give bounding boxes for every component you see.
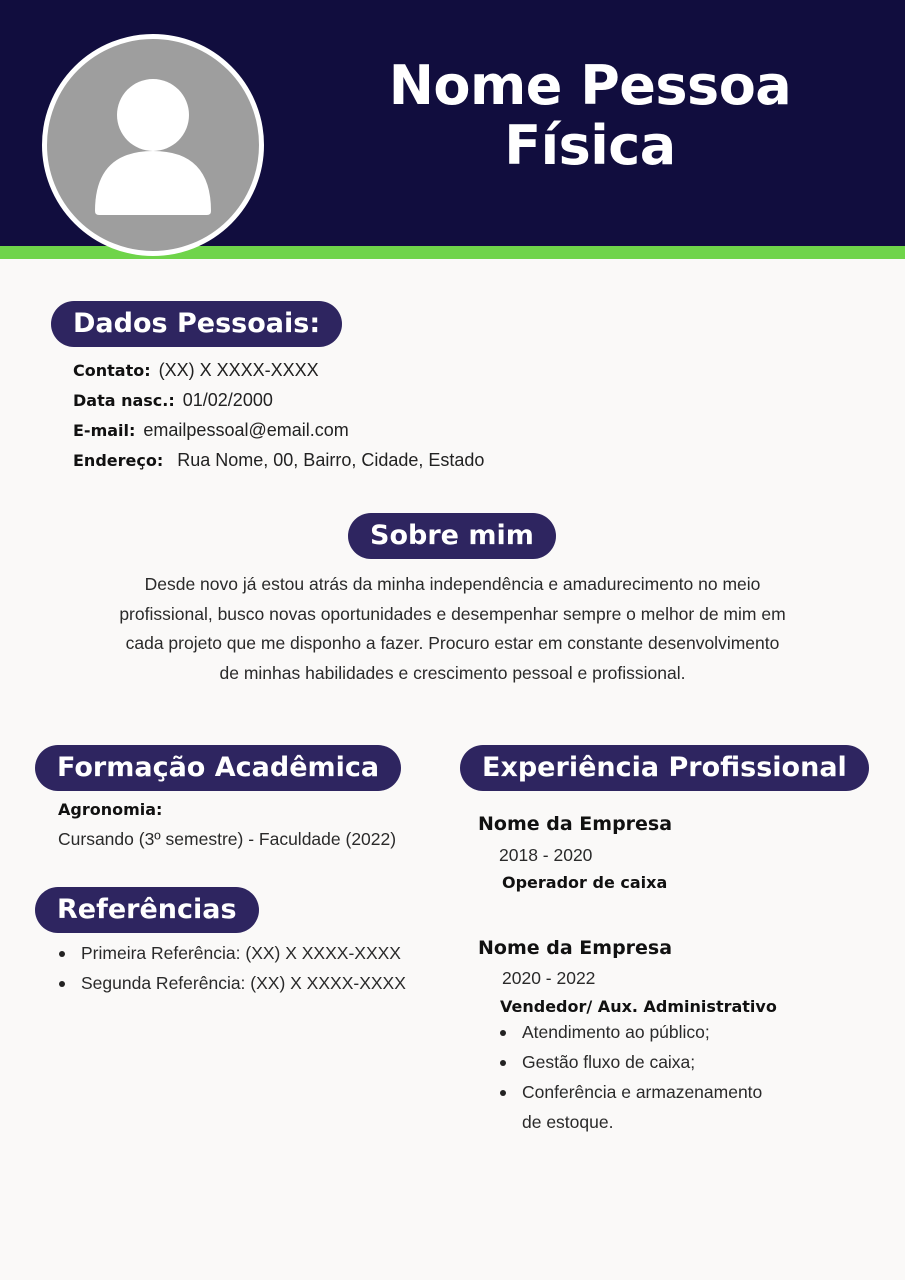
- person-silhouette-icon: [47, 39, 259, 251]
- contact-value: (XX) X XXXX-XXXX: [158, 360, 319, 380]
- section-heading-referencias: Referências: [35, 887, 259, 933]
- job-2-role: Vendedor/ Aux. Administrativo: [500, 997, 777, 1016]
- contact-label: Contato:: [73, 361, 151, 380]
- section-heading-dados-pessoais: Dados Pessoais:: [51, 301, 342, 347]
- email-value: emailpessoal@email.com: [143, 420, 349, 440]
- about-text: [50, 570, 855, 688]
- address-row: [73, 450, 484, 471]
- name-line-1: Nome Pessoa: [388, 54, 792, 117]
- job-1-period: 2018 - 2020: [499, 845, 593, 865]
- job-2-tasks: [497, 1017, 762, 1137]
- birthdate-label: Data nasc.:: [73, 391, 175, 410]
- job-1-company: Nome da Empresa: [478, 813, 673, 835]
- list-item: Segunda Referência: (XX) X XXXX-XXXX: [56, 968, 406, 998]
- about-line-2: profissional, busco novas oportunidades e desempenhar sempre o melhor de mim em: [119, 603, 786, 624]
- email-label: E-mail:: [73, 421, 136, 440]
- list-item: Atendimento ao público;: [497, 1017, 762, 1047]
- section-heading-experiencia: Experiência Profissional: [460, 745, 869, 791]
- name-line-2: Física: [504, 114, 676, 177]
- email-row: [73, 420, 349, 441]
- birthdate-value: 01/02/2000: [182, 390, 273, 410]
- address-label: Endereço:: [73, 451, 164, 470]
- section-heading-sobre-mim: Sobre mim: [348, 513, 556, 559]
- contact-row: [73, 360, 319, 381]
- section-heading-formacao: Formação Acadêmica: [35, 745, 401, 791]
- list-item: Gestão fluxo de caixa;: [497, 1047, 762, 1077]
- job-1-role: Operador de caixa: [502, 873, 668, 892]
- course-detail: Cursando (3º semestre) - Faculdade (2022): [58, 829, 397, 849]
- list-item: de estoque.: [522, 1112, 614, 1132]
- list-item: Primeira Referência: (XX) X XXXX-XXXX: [56, 938, 406, 968]
- list-item: Conferência e armazenamento: [497, 1077, 762, 1107]
- about-line-1: Desde novo já estou atrás da minha independência e amadurecimento no meio: [144, 574, 761, 594]
- profile-photo: [42, 34, 264, 256]
- address-value: Rua Nome, 00, Bairro, Cidade, Estado: [177, 450, 485, 470]
- about-line-3: cada projeto que me disponho a fazer. Procuro estar em constante desenvolvimento: [125, 633, 780, 653]
- job-2-company: Nome da Empresa: [478, 937, 673, 959]
- birthdate-row: [73, 390, 273, 411]
- person-name: [380, 56, 800, 176]
- references-list: [56, 938, 406, 998]
- course-name: Agronomia:: [58, 800, 163, 819]
- about-line-4: de minhas habilidades e crescimento pessoal e profissional.: [219, 662, 686, 683]
- job-2-period: 2020 - 2022: [502, 968, 596, 988]
